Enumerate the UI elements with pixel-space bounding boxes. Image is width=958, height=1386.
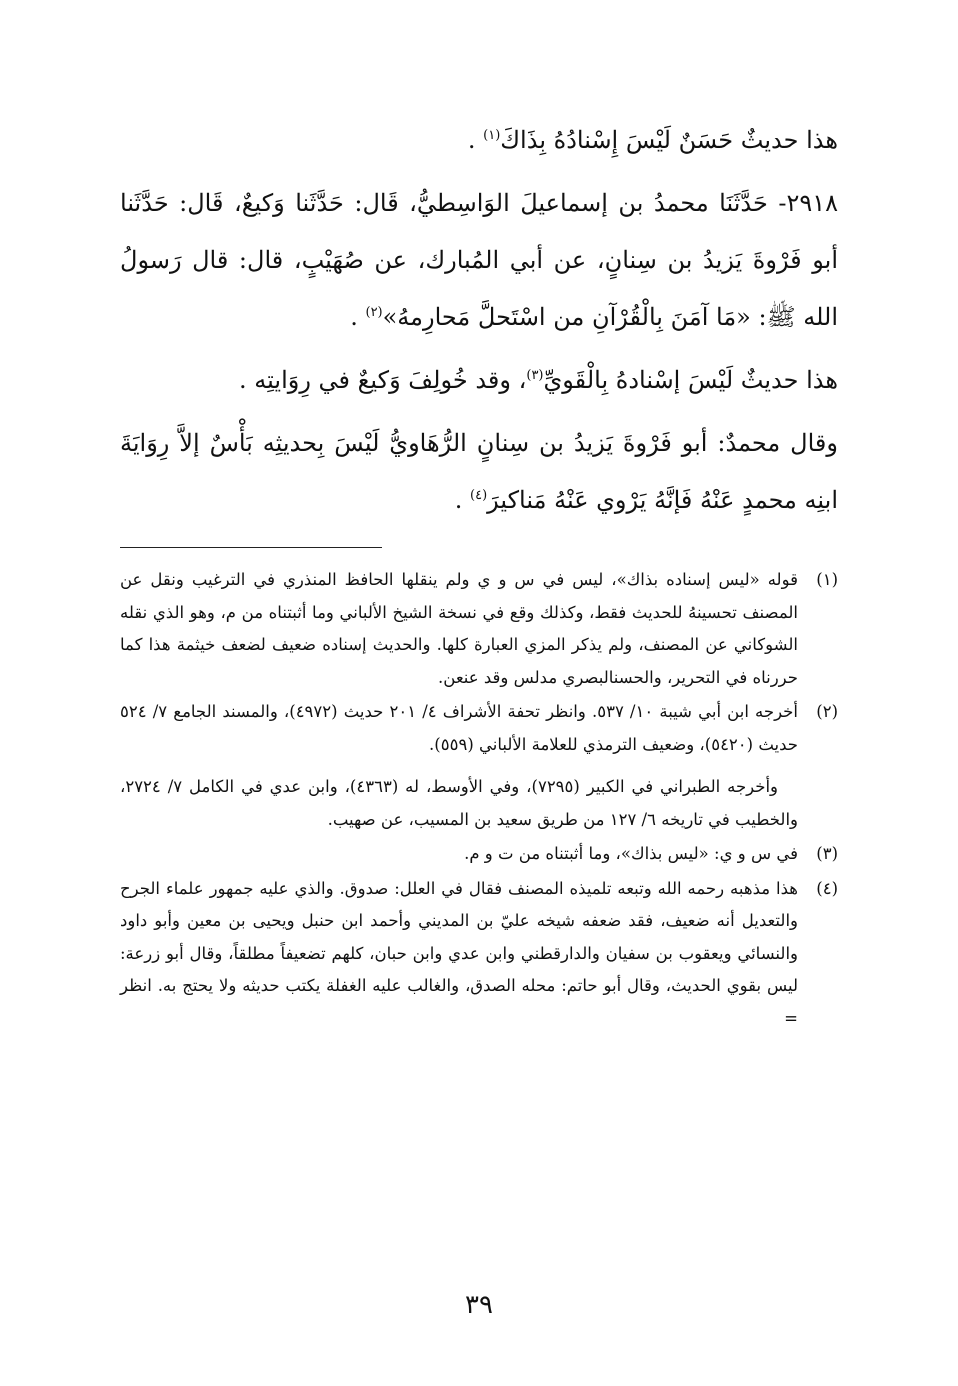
paragraph-1 bbox=[120, 112, 838, 169]
footnote-3 bbox=[120, 838, 838, 871]
hadith-2918 bbox=[120, 175, 838, 346]
hadith-2918-end: . bbox=[350, 303, 366, 331]
footnote-4 bbox=[120, 873, 838, 1036]
footnotes bbox=[120, 564, 838, 1035]
footnote-separator bbox=[120, 547, 382, 548]
footnote-number: (٢) bbox=[816, 702, 838, 721]
footnote-1 bbox=[120, 564, 838, 694]
paragraph-4-end: . bbox=[454, 486, 470, 514]
footnote-text: هذا مذهبه رحمه الله وتبعه تلميذه المصنف فقال في العلل: صدوق. والذي عليه جمهور علماء الجرح والتعديل أنه ضعيف، فقد ضعفه شيخه عليّ بن المديني وأحمد ابن حنبل ويحيى بن معين وأبو داود والنسائي ويعقوب بن سفيان والدارقطني وابن عدي وابن حبان، كلهم تضعيفاً مطلقاً، وقال أبو زرعة: ليس بقوي الحديث، وقال أبو حاتم: محله الصدق، والغالب عليه الغفلة يكتب حديثه ولا يحتج به. انظر = bbox=[120, 878, 798, 1028]
paragraph-3-text: هذا حديثٌ لَيْسَ إسْنادهُ بِالْقَويِّ bbox=[543, 366, 838, 394]
footnote-text-continued: وأخرجه الطبراني في الكبير (٧٢٩٥)، وفي الأوسط، له (٤٣٦٣)، وابن عدي في الكامل ٧/ ٢٧٢٤، والخطيب في تاريخه ٦/ ١٢٧ من طريق سعيد بن المسيب، عن صهيب. bbox=[120, 777, 798, 829]
footnote-ref-2[interactable]: (٢) bbox=[365, 305, 383, 320]
footnote-ref-3[interactable]: (٣) bbox=[526, 368, 544, 383]
page-number: ٣٩ bbox=[465, 1290, 493, 1320]
paragraph-4 bbox=[120, 415, 838, 529]
footnote-ref-1[interactable]: (١) bbox=[483, 128, 501, 143]
footnote-ref-4[interactable]: (٤) bbox=[470, 488, 488, 503]
paragraph-3 bbox=[120, 352, 838, 409]
main-text bbox=[120, 112, 838, 529]
paragraph-1-text: هذا حديثٌ حَسَنٌ لَيْسَ إِسْنادُهُ بِذَاكَ bbox=[500, 126, 838, 154]
footnote-text: في س و ي: «ليس بذاك»، وما أثبتناه من ت و م. bbox=[464, 844, 798, 863]
footnote-number: (٤) bbox=[816, 878, 838, 898]
paragraph-3-end: ، وقد خُولِفَ وَكيعٌ في رِوَايتِه . bbox=[239, 366, 527, 394]
paragraph-1-end: . bbox=[467, 126, 484, 154]
hadith-2918-text: ٢٩١٨- حَدَّثَنَا محمدُ بن إسماعيلَ الوَاسِطيُّ، قَال: حَدَّثَنا وَكيعٌ، قَال: حَدَّثَنا أبو فَرْوةَ يَزيدُ بن سِنانٍ، عن أبي المُبارك، عن صُهَيْبٍ، قال: قال رَسولُ الله ﷺ: «مَا آمَنَ بِالْقُرْآنِ من اسْتَحلَّ مَحارِمهُ» bbox=[120, 189, 838, 331]
footnote-separator-wrap bbox=[120, 547, 838, 548]
footnote-2 bbox=[120, 696, 838, 836]
footnote-text: أخرجه ابن أبي شيبة ١٠/ ٥٣٧. وانظر تحفة الأشراف ٤/ ٢٠١ حديث (٤٩٧٢)، والمسند الجامع ٧/ ٥٢٤ حديث (٥٤٢٠)، وضعيف الترمذي للعلامة الألباني (٥٥٩). bbox=[120, 702, 798, 754]
footnote-text: قوله «ليس إسناده بذاك»، ليس في س و ي ولم ينقلها الحافظ المنذري في الترغيب ونقل عن المصنف تحسينهُ للحديث فقط، وكذلك وقع في نسخة الشيخ الألباني وما أثبتناه من م، وهو الذي نقله الشوكاني عن المصنف، ولم يذكر المزي العبارة كلها. والحديث إسناده ضعيف لضعف خيثمة هذا كما حررناه في التحرير، والحسنالبصري مدلس وقد عنعن. bbox=[120, 570, 798, 687]
page-body bbox=[120, 112, 838, 1362]
footnote-number: (٣) bbox=[816, 844, 838, 863]
footnote-number: (١) bbox=[816, 570, 838, 589]
paragraph-4-text: وقال محمدٌ: أبو فَرْوةَ يَزيدُ بن سِنانٍ الرُّهَاويُّ لَيْسَ بِحديثِه بَأْسٌ إلاَّ رِوَايَةَ ابنِه محمدٍ عَنْهُ فَإنَّهُ يَرْوي عَنْهُ مَناكيرَ bbox=[120, 429, 838, 514]
